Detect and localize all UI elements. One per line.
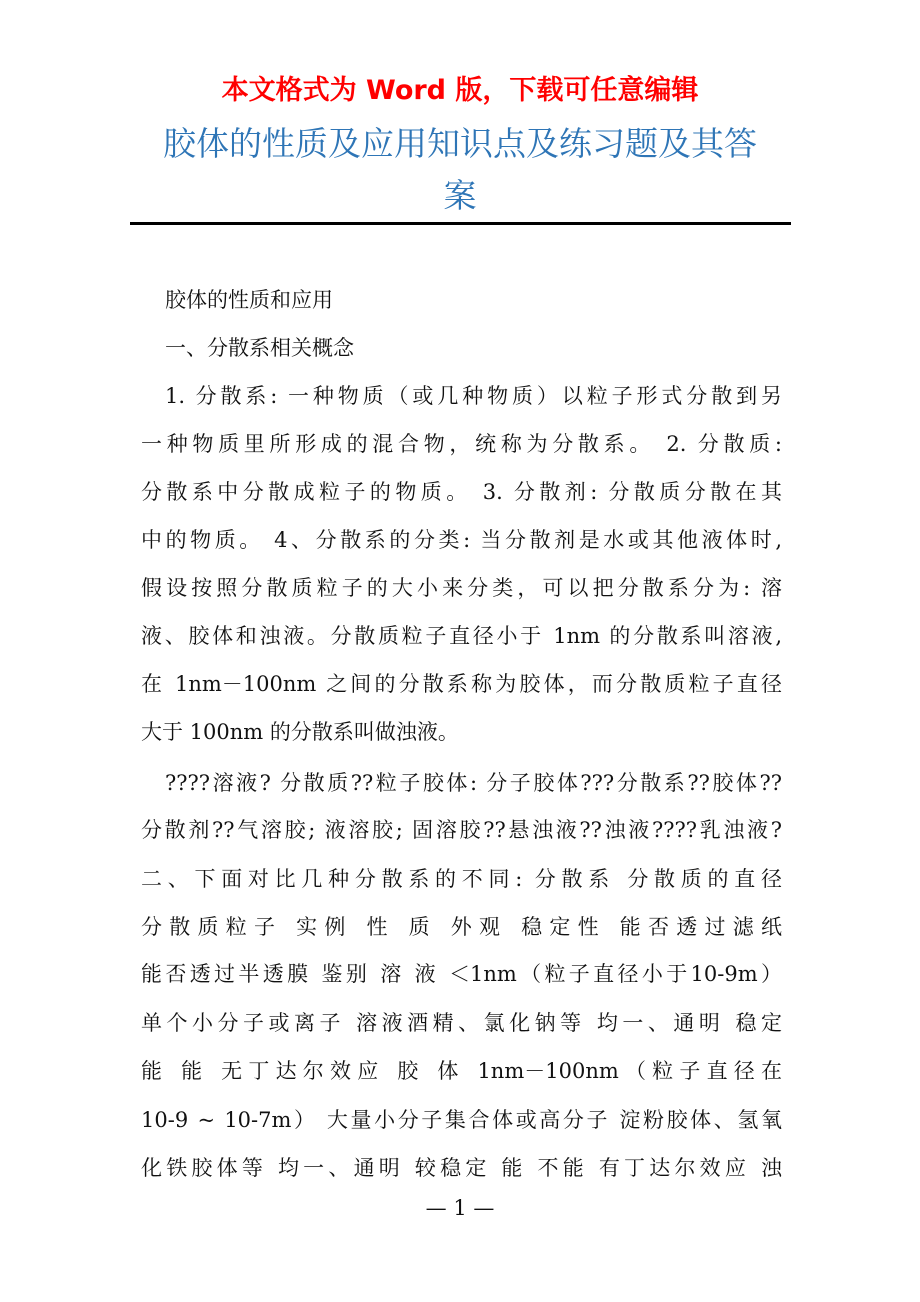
body-line: 中的物质。 4、分散系的分类: 当分散剂是水或其他液体时,: [141, 528, 782, 552]
format-notice: 本文格式为 Word 版，下载可任意编辑: [221, 75, 699, 106]
header-divider: [130, 222, 791, 225]
body-line: 二、下面对比几种分散系的不同: 分散系 分散质的直径: [141, 867, 782, 891]
body-line: 液、胶体和浊液。分散质粒子直径小于 1nm 的分散系叫溶液,: [141, 624, 782, 648]
body-line: 在 1nm－100nm 之间的分散系称为胶体，而分散质粒子直径: [141, 672, 782, 696]
body-line: 分散剂??气溶胶; 液溶胶; 固溶胶??悬浊液??浊液????乳浊液?: [141, 818, 782, 842]
title-line: 案: [443, 176, 477, 215]
body-line: 1. 分散系: 一种物质（或几种物质）以粒子形式分散到另: [165, 384, 782, 408]
body-line: 一种物质里所形成的混合物，统称为分散系。 2. 分散质:: [141, 432, 782, 456]
body-line: 10-9 ~ 10-7m） 大量小分子集合体或高分子 淀粉胶体、氢氧: [141, 1108, 782, 1132]
body-line: 分散质粒子 实例 性 质 外观 稳定性 能否透过滤纸: [141, 915, 782, 939]
body-line: 能 能 无丁达尔效应 胶 体 1nm－100nm（粒子直径在: [141, 1059, 782, 1083]
page-number: — 1 —: [425, 1196, 495, 1220]
section-heading: 一、分散系相关概念: [165, 336, 354, 360]
body-line: 分散系中分散成粒子的物质。 3. 分散剂: 分散质分散在其: [141, 480, 782, 504]
title-line: 胶体的性质及应用知识点及练习题及其答: [163, 124, 757, 163]
body-line: ????溶液? 分散质??粒子胶体: 分子胶体???分散系??胶体??: [165, 771, 782, 795]
document-title: [130, 118, 790, 222]
body-line: 大于 100nm 的分散系叫做浊液。: [141, 720, 459, 744]
body-line: 能否透过半透膜 鉴别 溶 液 ＜1nm（粒子直径小于10-9m）: [141, 962, 782, 986]
body-line: 化铁胶体等 均一、通明 较稳定 能 不能 有丁达尔效应 浊: [141, 1156, 782, 1180]
body-line: 单个小分子或离子 溶液酒精、氯化钠等 均一、通明 稳定: [141, 1011, 782, 1035]
section-heading: 胶体的性质和应用: [165, 288, 333, 312]
body-line: 假设按照分散质粒子的大小来分类，可以把分散系分为: 溶: [141, 576, 782, 600]
